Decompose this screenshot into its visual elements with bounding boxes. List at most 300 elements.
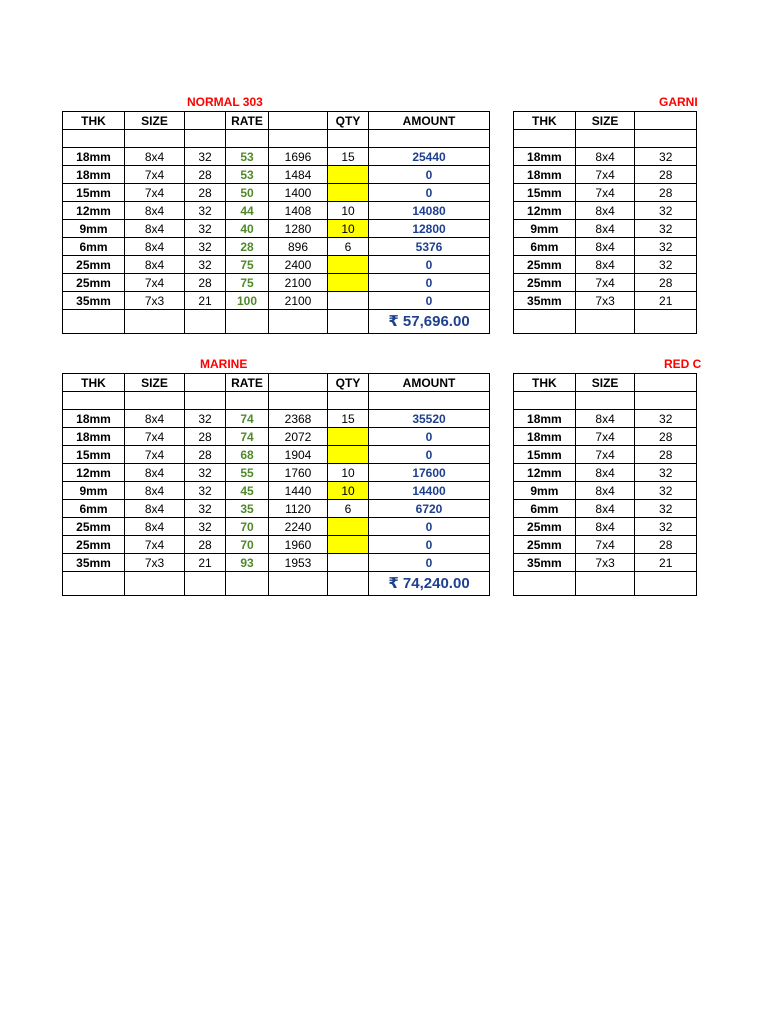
header-blank[interactable] bbox=[635, 112, 697, 130]
rate-cell[interactable]: 50 bbox=[226, 184, 269, 202]
thk-cell[interactable]: 18mm bbox=[63, 410, 125, 428]
size-cell[interactable]: 8x4 bbox=[125, 464, 185, 482]
sqft-cell[interactable]: 21 bbox=[635, 292, 697, 310]
sqft-cell[interactable]: 21 bbox=[185, 292, 226, 310]
total-row bbox=[514, 572, 697, 596]
table-row bbox=[514, 482, 697, 500]
size-cell[interactable]: 7x4 bbox=[125, 428, 185, 446]
sqft-cell[interactable]: 32 bbox=[185, 148, 226, 166]
sqft-cell[interactable]: 32 bbox=[185, 410, 226, 428]
qty-cell[interactable] bbox=[328, 428, 369, 446]
size-cell[interactable]: 8x4 bbox=[575, 238, 635, 256]
total-row bbox=[63, 310, 490, 334]
sheet-price-cell[interactable]: 2368 bbox=[269, 410, 328, 428]
sheet-price-cell[interactable]: 2100 bbox=[269, 274, 328, 292]
sqft-cell[interactable]: 28 bbox=[185, 166, 226, 184]
grand-total-amount[interactable]: ₹ 57,696.00 bbox=[369, 310, 490, 334]
qty-cell[interactable] bbox=[328, 518, 369, 536]
table-row bbox=[63, 184, 490, 202]
rate-cell[interactable]: 100 bbox=[226, 292, 269, 310]
rate-cell[interactable]: 40 bbox=[226, 220, 269, 238]
table-header-row bbox=[514, 112, 697, 130]
sqft-cell[interactable]: 28 bbox=[635, 428, 697, 446]
cell[interactable] bbox=[269, 392, 328, 410]
qty-cell[interactable]: 6 bbox=[328, 500, 369, 518]
size-cell[interactable]: 8x4 bbox=[125, 500, 185, 518]
cell[interactable] bbox=[185, 310, 226, 334]
table-row bbox=[63, 554, 490, 572]
empty-row bbox=[63, 130, 490, 148]
table-row bbox=[514, 148, 697, 166]
rate-cell[interactable]: 53 bbox=[226, 148, 269, 166]
qty-cell[interactable] bbox=[328, 184, 369, 202]
cell[interactable] bbox=[369, 130, 490, 148]
amount-cell[interactable]: 0 bbox=[369, 274, 490, 292]
header-amount[interactable]: AMOUNT bbox=[369, 374, 490, 392]
empty-row bbox=[514, 392, 697, 410]
thk-cell[interactable]: 12mm bbox=[514, 202, 576, 220]
thk-cell[interactable]: 25mm bbox=[514, 256, 576, 274]
sqft-cell[interactable]: 32 bbox=[185, 256, 226, 274]
amount-cell[interactable]: 0 bbox=[369, 256, 490, 274]
cell[interactable] bbox=[125, 572, 185, 596]
sheet-price-cell[interactable]: 1960 bbox=[269, 536, 328, 554]
thk-cell[interactable]: 25mm bbox=[63, 274, 125, 292]
rate-cell[interactable]: 75 bbox=[226, 256, 269, 274]
cell[interactable] bbox=[63, 310, 125, 334]
size-cell[interactable]: 8x4 bbox=[575, 482, 635, 500]
thk-cell[interactable]: 15mm bbox=[514, 184, 576, 202]
thk-cell[interactable]: 25mm bbox=[63, 536, 125, 554]
thk-cell[interactable]: 6mm bbox=[63, 238, 125, 256]
sqft-cell[interactable]: 32 bbox=[635, 482, 697, 500]
sheet-price-cell[interactable]: 2072 bbox=[269, 428, 328, 446]
table-row bbox=[514, 220, 697, 238]
rate-cell[interactable]: 75 bbox=[226, 274, 269, 292]
table-row bbox=[63, 238, 490, 256]
size-cell[interactable]: 8x4 bbox=[575, 518, 635, 536]
qty-cell[interactable] bbox=[328, 166, 369, 184]
table-row bbox=[514, 166, 697, 184]
header-thk[interactable]: THK bbox=[63, 374, 125, 392]
table-row bbox=[63, 220, 490, 238]
rate-cell[interactable]: 70 bbox=[226, 536, 269, 554]
sheet-price-cell[interactable]: 1760 bbox=[269, 464, 328, 482]
sheet-price-cell[interactable]: 1408 bbox=[269, 202, 328, 220]
rate-cell[interactable]: 45 bbox=[226, 482, 269, 500]
amount-cell[interactable]: 0 bbox=[369, 166, 490, 184]
thk-cell[interactable]: 9mm bbox=[514, 220, 576, 238]
size-cell[interactable]: 8x4 bbox=[125, 238, 185, 256]
cell[interactable] bbox=[269, 310, 328, 334]
qty-cell[interactable]: 10 bbox=[328, 202, 369, 220]
cell[interactable] bbox=[185, 392, 226, 410]
cell[interactable] bbox=[514, 392, 576, 410]
cell[interactable] bbox=[635, 572, 697, 596]
qty-cell[interactable]: 10 bbox=[328, 482, 369, 500]
qty-cell[interactable]: 10 bbox=[328, 220, 369, 238]
sqft-cell[interactable]: 28 bbox=[185, 274, 226, 292]
sheet-price-cell[interactable]: 1904 bbox=[269, 446, 328, 464]
size-cell[interactable]: 8x4 bbox=[575, 500, 635, 518]
sheet-price-cell[interactable]: 2400 bbox=[269, 256, 328, 274]
rate-cell[interactable]: 44 bbox=[226, 202, 269, 220]
sheet-title-red-c: RED C bbox=[664, 357, 702, 371]
size-cell[interactable]: 8x4 bbox=[575, 202, 635, 220]
size-cell[interactable]: 8x4 bbox=[125, 148, 185, 166]
rate-table-garni bbox=[513, 111, 697, 334]
size-cell[interactable]: 7x3 bbox=[575, 292, 635, 310]
rate-cell[interactable]: 68 bbox=[226, 446, 269, 464]
thk-cell[interactable]: 9mm bbox=[63, 220, 125, 238]
table-header-row bbox=[63, 112, 490, 130]
size-cell[interactable]: 7x4 bbox=[575, 446, 635, 464]
table-body bbox=[514, 410, 697, 572]
cell[interactable] bbox=[125, 130, 185, 148]
size-cell[interactable]: 8x4 bbox=[125, 202, 185, 220]
table-row bbox=[514, 554, 697, 572]
cell[interactable] bbox=[328, 392, 369, 410]
sheet-price-cell[interactable]: 1696 bbox=[269, 148, 328, 166]
header-size[interactable]: SIZE bbox=[125, 112, 185, 130]
table-row bbox=[514, 410, 697, 428]
cell[interactable] bbox=[125, 392, 185, 410]
cell[interactable] bbox=[63, 572, 125, 596]
sqft-cell[interactable]: 32 bbox=[185, 238, 226, 256]
cell[interactable] bbox=[514, 572, 576, 596]
header-thk[interactable]: THK bbox=[514, 112, 576, 130]
thk-cell[interactable]: 18mm bbox=[514, 148, 576, 166]
qty-cell[interactable]: 15 bbox=[328, 148, 369, 166]
table-row bbox=[514, 274, 697, 292]
total-row bbox=[514, 310, 697, 334]
sqft-cell[interactable]: 32 bbox=[635, 518, 697, 536]
size-cell[interactable]: 7x4 bbox=[575, 184, 635, 202]
thk-cell[interactable]: 25mm bbox=[514, 536, 576, 554]
size-cell[interactable]: 8x4 bbox=[575, 464, 635, 482]
table-row bbox=[514, 536, 697, 554]
thk-cell[interactable]: 9mm bbox=[63, 482, 125, 500]
size-cell[interactable]: 7x4 bbox=[575, 274, 635, 292]
sheet-price-cell[interactable]: 1484 bbox=[269, 166, 328, 184]
thk-cell[interactable]: 12mm bbox=[63, 464, 125, 482]
table-header-row bbox=[514, 374, 697, 392]
qty-cell[interactable] bbox=[328, 274, 369, 292]
amount-cell[interactable]: 0 bbox=[369, 518, 490, 536]
table-row bbox=[63, 536, 490, 554]
sqft-cell[interactable]: 32 bbox=[185, 500, 226, 518]
table-row bbox=[63, 482, 490, 500]
header-size[interactable]: SIZE bbox=[125, 374, 185, 392]
rate-cell[interactable]: 35 bbox=[226, 500, 269, 518]
sqft-cell[interactable]: 28 bbox=[635, 446, 697, 464]
size-cell[interactable]: 7x4 bbox=[125, 274, 185, 292]
header-thk[interactable]: THK bbox=[514, 374, 576, 392]
amount-cell[interactable]: 14400 bbox=[369, 482, 490, 500]
size-cell[interactable]: 8x4 bbox=[125, 256, 185, 274]
header-qty[interactable]: QTY bbox=[328, 374, 369, 392]
cell[interactable] bbox=[125, 310, 185, 334]
size-cell[interactable]: 8x4 bbox=[125, 220, 185, 238]
cell[interactable] bbox=[328, 130, 369, 148]
header-qty[interactable]: QTY bbox=[328, 112, 369, 130]
header-blank[interactable] bbox=[635, 374, 697, 392]
thk-cell[interactable]: 15mm bbox=[63, 446, 125, 464]
table-row bbox=[63, 202, 490, 220]
cell[interactable] bbox=[514, 130, 576, 148]
thk-cell[interactable]: 9mm bbox=[514, 482, 576, 500]
sheet-price-cell[interactable]: 1440 bbox=[269, 482, 328, 500]
size-cell[interactable]: 7x3 bbox=[125, 292, 185, 310]
table-body bbox=[63, 148, 490, 310]
table-row bbox=[63, 500, 490, 518]
cell[interactable] bbox=[185, 572, 226, 596]
rate-table-marine bbox=[62, 373, 490, 596]
table-row bbox=[514, 446, 697, 464]
sheet-price-cell[interactable]: 896 bbox=[269, 238, 328, 256]
thk-cell[interactable]: 6mm bbox=[63, 500, 125, 518]
size-cell[interactable]: 7x4 bbox=[125, 184, 185, 202]
cell[interactable] bbox=[514, 310, 576, 334]
sheet-price-cell[interactable]: 1953 bbox=[269, 554, 328, 572]
sheet-price-cell[interactable]: 1120 bbox=[269, 500, 328, 518]
qty-cell[interactable]: 10 bbox=[328, 464, 369, 482]
amount-cell[interactable]: 0 bbox=[369, 428, 490, 446]
cell[interactable] bbox=[328, 310, 369, 334]
size-cell[interactable]: 7x4 bbox=[575, 428, 635, 446]
size-cell[interactable]: 8x4 bbox=[125, 518, 185, 536]
cell[interactable] bbox=[63, 392, 125, 410]
sqft-cell[interactable]: 28 bbox=[185, 184, 226, 202]
thk-cell[interactable]: 15mm bbox=[514, 446, 576, 464]
sheet-price-cell[interactable]: 2100 bbox=[269, 292, 328, 310]
table-row bbox=[63, 410, 490, 428]
table-body bbox=[514, 148, 697, 310]
cell[interactable] bbox=[269, 130, 328, 148]
sqft-cell[interactable]: 32 bbox=[635, 238, 697, 256]
table-row bbox=[63, 292, 490, 310]
sqft-cell[interactable]: 32 bbox=[635, 220, 697, 238]
sqft-cell[interactable]: 32 bbox=[635, 148, 697, 166]
thk-cell[interactable]: 6mm bbox=[514, 238, 576, 256]
table-row bbox=[63, 274, 490, 292]
table-row bbox=[63, 428, 490, 446]
sqft-cell[interactable]: 32 bbox=[635, 410, 697, 428]
cell[interactable] bbox=[575, 130, 635, 148]
sqft-cell[interactable]: 28 bbox=[185, 536, 226, 554]
amount-cell[interactable]: 0 bbox=[369, 536, 490, 554]
thk-cell[interactable]: 35mm bbox=[63, 292, 125, 310]
thk-cell[interactable]: 18mm bbox=[514, 428, 576, 446]
amount-cell[interactable]: 12800 bbox=[369, 220, 490, 238]
sheet-title-garni: GARNI bbox=[659, 95, 698, 109]
size-cell[interactable]: 7x4 bbox=[575, 166, 635, 184]
size-cell[interactable]: 8x4 bbox=[125, 482, 185, 500]
rate-table-red-c bbox=[513, 373, 697, 596]
table-row bbox=[514, 428, 697, 446]
sheet-title-marine: MARINE bbox=[200, 357, 248, 371]
table-row bbox=[63, 446, 490, 464]
header-rate[interactable]: RATE bbox=[226, 112, 269, 130]
cell[interactable] bbox=[635, 130, 697, 148]
header-blank[interactable] bbox=[269, 374, 328, 392]
cell[interactable] bbox=[226, 310, 269, 334]
sqft-cell[interactable]: 21 bbox=[185, 554, 226, 572]
sqft-cell[interactable]: 32 bbox=[185, 482, 226, 500]
sqft-cell[interactable]: 28 bbox=[185, 428, 226, 446]
table-row bbox=[63, 166, 490, 184]
size-cell[interactable]: 7x4 bbox=[575, 536, 635, 554]
sqft-cell[interactable]: 32 bbox=[185, 464, 226, 482]
header-blank[interactable] bbox=[185, 374, 226, 392]
qty-cell[interactable] bbox=[328, 446, 369, 464]
table-row bbox=[514, 518, 697, 536]
cell[interactable] bbox=[635, 310, 697, 334]
sqft-cell[interactable]: 32 bbox=[635, 256, 697, 274]
table-row bbox=[514, 464, 697, 482]
size-cell[interactable]: 8x4 bbox=[575, 220, 635, 238]
amount-cell[interactable]: 25440 bbox=[369, 148, 490, 166]
size-cell[interactable]: 7x3 bbox=[575, 554, 635, 572]
thk-cell[interactable]: 6mm bbox=[514, 500, 576, 518]
size-cell[interactable]: 8x4 bbox=[575, 256, 635, 274]
thk-cell[interactable]: 35mm bbox=[514, 554, 576, 572]
thk-cell[interactable]: 35mm bbox=[63, 554, 125, 572]
amount-cell[interactable]: 35520 bbox=[369, 410, 490, 428]
header-rate[interactable]: RATE bbox=[226, 374, 269, 392]
header-blank[interactable] bbox=[185, 112, 226, 130]
sqft-cell[interactable]: 28 bbox=[635, 184, 697, 202]
cell[interactable] bbox=[63, 130, 125, 148]
rate-cell[interactable]: 74 bbox=[226, 428, 269, 446]
rate-cell[interactable]: 70 bbox=[226, 518, 269, 536]
thk-cell[interactable]: 25mm bbox=[63, 518, 125, 536]
empty-row bbox=[514, 130, 697, 148]
rate-cell[interactable]: 74 bbox=[226, 410, 269, 428]
header-size[interactable]: SIZE bbox=[575, 374, 635, 392]
thk-cell[interactable]: 15mm bbox=[63, 184, 125, 202]
header-thk[interactable]: THK bbox=[63, 112, 125, 130]
cell[interactable] bbox=[575, 310, 635, 334]
sqft-cell[interactable]: 32 bbox=[185, 518, 226, 536]
thk-cell[interactable]: 25mm bbox=[514, 518, 576, 536]
amount-cell[interactable]: 17600 bbox=[369, 464, 490, 482]
cell[interactable] bbox=[328, 572, 369, 596]
table-row bbox=[63, 518, 490, 536]
sqft-cell[interactable]: 28 bbox=[185, 446, 226, 464]
thk-cell[interactable]: 18mm bbox=[63, 166, 125, 184]
sqft-cell[interactable]: 28 bbox=[635, 274, 697, 292]
rate-cell[interactable]: 28 bbox=[226, 238, 269, 256]
size-cell[interactable]: 8x4 bbox=[575, 148, 635, 166]
thk-cell[interactable]: 12mm bbox=[514, 464, 576, 482]
sqft-cell[interactable]: 32 bbox=[635, 202, 697, 220]
size-cell[interactable]: 8x4 bbox=[575, 410, 635, 428]
thk-cell[interactable]: 35mm bbox=[514, 292, 576, 310]
size-cell[interactable]: 7x3 bbox=[125, 554, 185, 572]
cell[interactable] bbox=[269, 572, 328, 596]
qty-cell[interactable]: 15 bbox=[328, 410, 369, 428]
total-row bbox=[63, 572, 490, 596]
table-row bbox=[514, 292, 697, 310]
sqft-cell[interactable]: 32 bbox=[185, 220, 226, 238]
thk-cell[interactable]: 12mm bbox=[63, 202, 125, 220]
cell[interactable] bbox=[185, 130, 226, 148]
amount-cell[interactable]: 0 bbox=[369, 184, 490, 202]
thk-cell[interactable]: 18mm bbox=[63, 428, 125, 446]
table-row bbox=[514, 202, 697, 220]
grand-total-amount[interactable]: ₹ 74,240.00 bbox=[369, 572, 490, 596]
header-size[interactable]: SIZE bbox=[575, 112, 635, 130]
sqft-cell[interactable]: 32 bbox=[635, 464, 697, 482]
qty-cell[interactable] bbox=[328, 256, 369, 274]
amount-cell[interactable]: 0 bbox=[369, 446, 490, 464]
sqft-cell[interactable]: 21 bbox=[635, 554, 697, 572]
amount-cell[interactable]: 5376 bbox=[369, 238, 490, 256]
table-row bbox=[514, 500, 697, 518]
cell[interactable] bbox=[575, 572, 635, 596]
amount-cell[interactable]: 0 bbox=[369, 292, 490, 310]
cell[interactable] bbox=[635, 392, 697, 410]
sqft-cell[interactable]: 32 bbox=[185, 202, 226, 220]
sheet-price-cell[interactable]: 1280 bbox=[269, 220, 328, 238]
size-cell[interactable]: 7x4 bbox=[125, 446, 185, 464]
rate-table-garni-clip bbox=[513, 111, 697, 341]
amount-cell[interactable]: 0 bbox=[369, 554, 490, 572]
table-body bbox=[63, 410, 490, 572]
size-cell[interactable]: 7x4 bbox=[125, 166, 185, 184]
rate-cell[interactable]: 53 bbox=[226, 166, 269, 184]
rate-cell[interactable]: 93 bbox=[226, 554, 269, 572]
table-header-row bbox=[63, 374, 490, 392]
qty-cell[interactable] bbox=[328, 292, 369, 310]
empty-row bbox=[63, 392, 490, 410]
qty-cell[interactable]: 6 bbox=[328, 238, 369, 256]
sheet-price-cell[interactable]: 1400 bbox=[269, 184, 328, 202]
rate-table-normal-303 bbox=[62, 111, 490, 334]
sheet-price-cell[interactable]: 2240 bbox=[269, 518, 328, 536]
thk-cell[interactable]: 18mm bbox=[514, 410, 576, 428]
cell[interactable] bbox=[226, 392, 269, 410]
thk-cell[interactable]: 18mm bbox=[63, 148, 125, 166]
thk-cell[interactable]: 18mm bbox=[514, 166, 576, 184]
table-row bbox=[514, 256, 697, 274]
amount-cell[interactable]: 14080 bbox=[369, 202, 490, 220]
cell[interactable] bbox=[226, 572, 269, 596]
sqft-cell[interactable]: 28 bbox=[635, 166, 697, 184]
thk-cell[interactable]: 25mm bbox=[514, 274, 576, 292]
table-row bbox=[63, 464, 490, 482]
table-row bbox=[63, 256, 490, 274]
cell[interactable] bbox=[226, 130, 269, 148]
table-row bbox=[514, 238, 697, 256]
size-cell[interactable]: 8x4 bbox=[125, 410, 185, 428]
sqft-cell[interactable]: 28 bbox=[635, 536, 697, 554]
header-amount[interactable]: AMOUNT bbox=[369, 112, 490, 130]
cell[interactable] bbox=[575, 392, 635, 410]
qty-cell[interactable] bbox=[328, 554, 369, 572]
table-row bbox=[514, 184, 697, 202]
qty-cell[interactable] bbox=[328, 536, 369, 554]
amount-cell[interactable]: 6720 bbox=[369, 500, 490, 518]
rate-cell[interactable]: 55 bbox=[226, 464, 269, 482]
cell[interactable] bbox=[369, 392, 490, 410]
size-cell[interactable]: 7x4 bbox=[125, 536, 185, 554]
header-blank[interactable] bbox=[269, 112, 328, 130]
sqft-cell[interactable]: 32 bbox=[635, 500, 697, 518]
table-row bbox=[63, 148, 490, 166]
thk-cell[interactable]: 25mm bbox=[63, 256, 125, 274]
